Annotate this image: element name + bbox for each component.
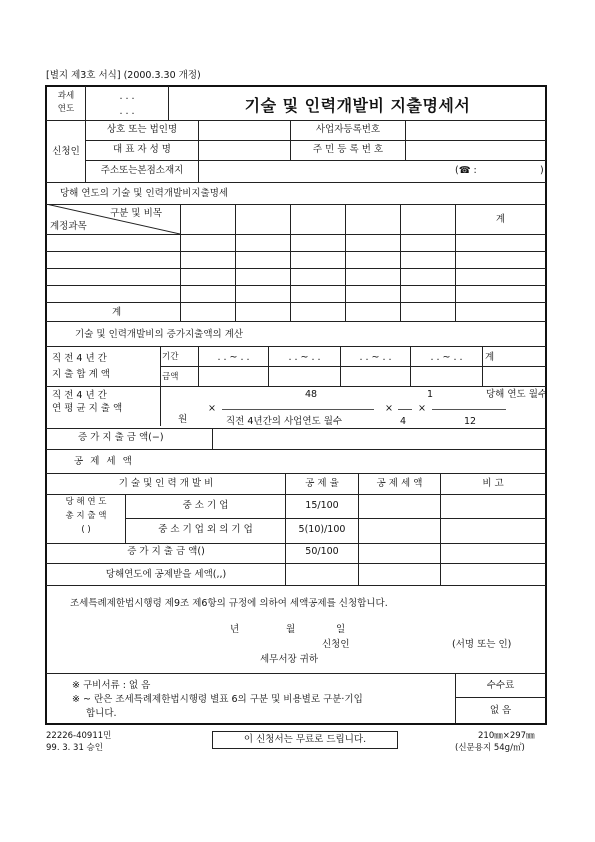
biz-reg-field[interactable] xyxy=(406,121,545,140)
applicant-label: 신청인 xyxy=(52,146,80,157)
signature-label: (서명 또는 인) xyxy=(452,639,512,650)
formula-times-3: × xyxy=(418,403,426,414)
deduction-title: 공 제 세 액 xyxy=(74,456,132,467)
current-label-2: 총 지 출 액 xyxy=(65,511,107,521)
date-month: 월 xyxy=(286,624,296,635)
frame-bottom xyxy=(45,723,547,725)
phone-label: (☎ : xyxy=(455,165,477,176)
current-label-3: ( ) xyxy=(81,525,91,535)
avg-label-2: 연 평 균 지 출 액 xyxy=(52,403,123,414)
address-field[interactable] xyxy=(199,161,449,181)
section1-total-row: 계 xyxy=(112,307,122,318)
phone-close: ) xyxy=(540,165,544,176)
formula-48: 48 xyxy=(305,389,318,400)
increase-amount-field[interactable] xyxy=(214,429,544,448)
formula-unit-won: 원 xyxy=(178,414,188,425)
current-label-1: 당 해 연 도 xyxy=(65,497,107,507)
formula-times-2: × xyxy=(385,403,393,414)
formula-1: 1 xyxy=(427,389,434,400)
tax-year-dates-1: . . . xyxy=(119,91,135,102)
tax-year-label-2: 연도 xyxy=(57,104,75,114)
applicant-sign-label: 신청인 xyxy=(322,639,350,650)
col-rate-header: 공 제 율 xyxy=(305,478,339,489)
formula-prev-months: 직전 4년간의 사업연도 월수 xyxy=(226,416,343,427)
formula-times-1: × xyxy=(208,403,216,414)
form-code: 22226-40911민 xyxy=(46,731,112,741)
formula-4: 4 xyxy=(400,416,407,427)
company-name-field[interactable] xyxy=(199,121,289,140)
fee-label: 수수료 xyxy=(486,680,515,691)
frame-right xyxy=(545,85,547,725)
form-title: 기술 및 인력개발비 지출명세서 xyxy=(244,96,471,115)
non-sme-label: 중 소 기 업 외 의 기 업 xyxy=(158,524,253,535)
approval-date: 99. 3. 31 승인 xyxy=(46,743,103,753)
increase-deduct-rate: 50/100 xyxy=(305,546,339,557)
apply-label: 당해연도에 공제받을 세액(,,) xyxy=(105,569,227,580)
col-amount-header: 공 제 세 액 xyxy=(376,478,423,489)
section1-title: 당해 연도의 기술 및 인력개발비지출명세 xyxy=(60,188,229,199)
tax-year-dates-2: . . . xyxy=(119,106,135,117)
paper-type: (신문용지 54g/㎡) xyxy=(455,743,525,753)
date-day: 일 xyxy=(336,624,346,635)
sme-rate: 15/100 xyxy=(305,500,339,511)
resident-no-label: 주 민 등 록 번 호 xyxy=(312,144,384,155)
non-sme-rate: 5(10)/100 xyxy=(298,524,346,535)
note-instructions-cont: 합니다. xyxy=(86,708,117,719)
period-label: 기간 xyxy=(162,352,179,362)
increase-deduct-label: 증 가 지 출 금 액() xyxy=(127,546,205,557)
form-reference: [별지 제3호 서식] (2000.3.30 개정) xyxy=(46,70,201,81)
biz-reg-label: 사업자등록번호 xyxy=(315,124,381,135)
col-note-header: 비 고 xyxy=(482,478,504,489)
declaration-statement: 조세특례제한법시행령 제9조 제6항의 규정에 의하여 세액공제를 신청합니다. xyxy=(70,598,388,609)
addressee: 세무서장 귀하 xyxy=(260,654,319,665)
sme-label: 중 소 기 업 xyxy=(182,500,229,511)
col-item-header: 기 술 및 인 력 개 발 비 xyxy=(118,478,214,489)
section1-header-bottom: 계정과목 xyxy=(50,221,87,232)
tax-year-label-1: 과세 xyxy=(57,91,75,101)
section2-title: 기술 및 인력개발비의 증가지출액의 계산 xyxy=(75,329,244,340)
increase-label: 증 가 지 출 금 액(−) xyxy=(78,432,164,443)
section1-total-col: 계 xyxy=(495,214,506,225)
amount-label: 금액 xyxy=(162,372,179,382)
free-notice: 이 신청서는 무료로 드립니다. xyxy=(212,731,398,749)
prev4-label-1: 직 전 4 년 간 xyxy=(52,353,107,364)
frame-left xyxy=(45,85,47,725)
rep-name-field[interactable] xyxy=(199,141,289,160)
company-name-label: 상호 또는 법인명 xyxy=(106,124,178,135)
period-range-3: . . ~ . . xyxy=(359,352,392,363)
rep-name-label: 대 표 자 성 명 xyxy=(113,144,171,155)
period-total: 계 xyxy=(485,352,495,363)
frame-top xyxy=(45,85,547,87)
resident-no-field[interactable] xyxy=(406,141,545,160)
period-range-2: . . ~ . . xyxy=(288,352,321,363)
section1-header-top: 구분 및 비목 xyxy=(110,208,162,219)
address-label: 주소또는본점소재지 xyxy=(100,165,184,176)
avg-label-1: 직 전 4 년 간 xyxy=(52,390,107,401)
period-range-1: . . ~ . . xyxy=(217,352,250,363)
date-year: 년 xyxy=(230,624,240,635)
formula-12: 12 xyxy=(464,416,477,427)
note-instructions: ※ ~ 란은 조세특례제한법시행령 별표 6의 구분 및 비용별로 구분·기입 xyxy=(72,694,363,705)
formula-months-label: 당해 연도 월수 xyxy=(486,389,548,400)
prev4-label-2: 지 출 합 계 액 xyxy=(52,369,110,380)
paper-size: 210㎜×297㎜ xyxy=(478,731,535,741)
fee-value: 없 음 xyxy=(489,705,512,716)
period-range-4: . . ~ . . xyxy=(430,352,463,363)
note-documents: ※ 구비서류 : 없 음 xyxy=(72,680,151,691)
